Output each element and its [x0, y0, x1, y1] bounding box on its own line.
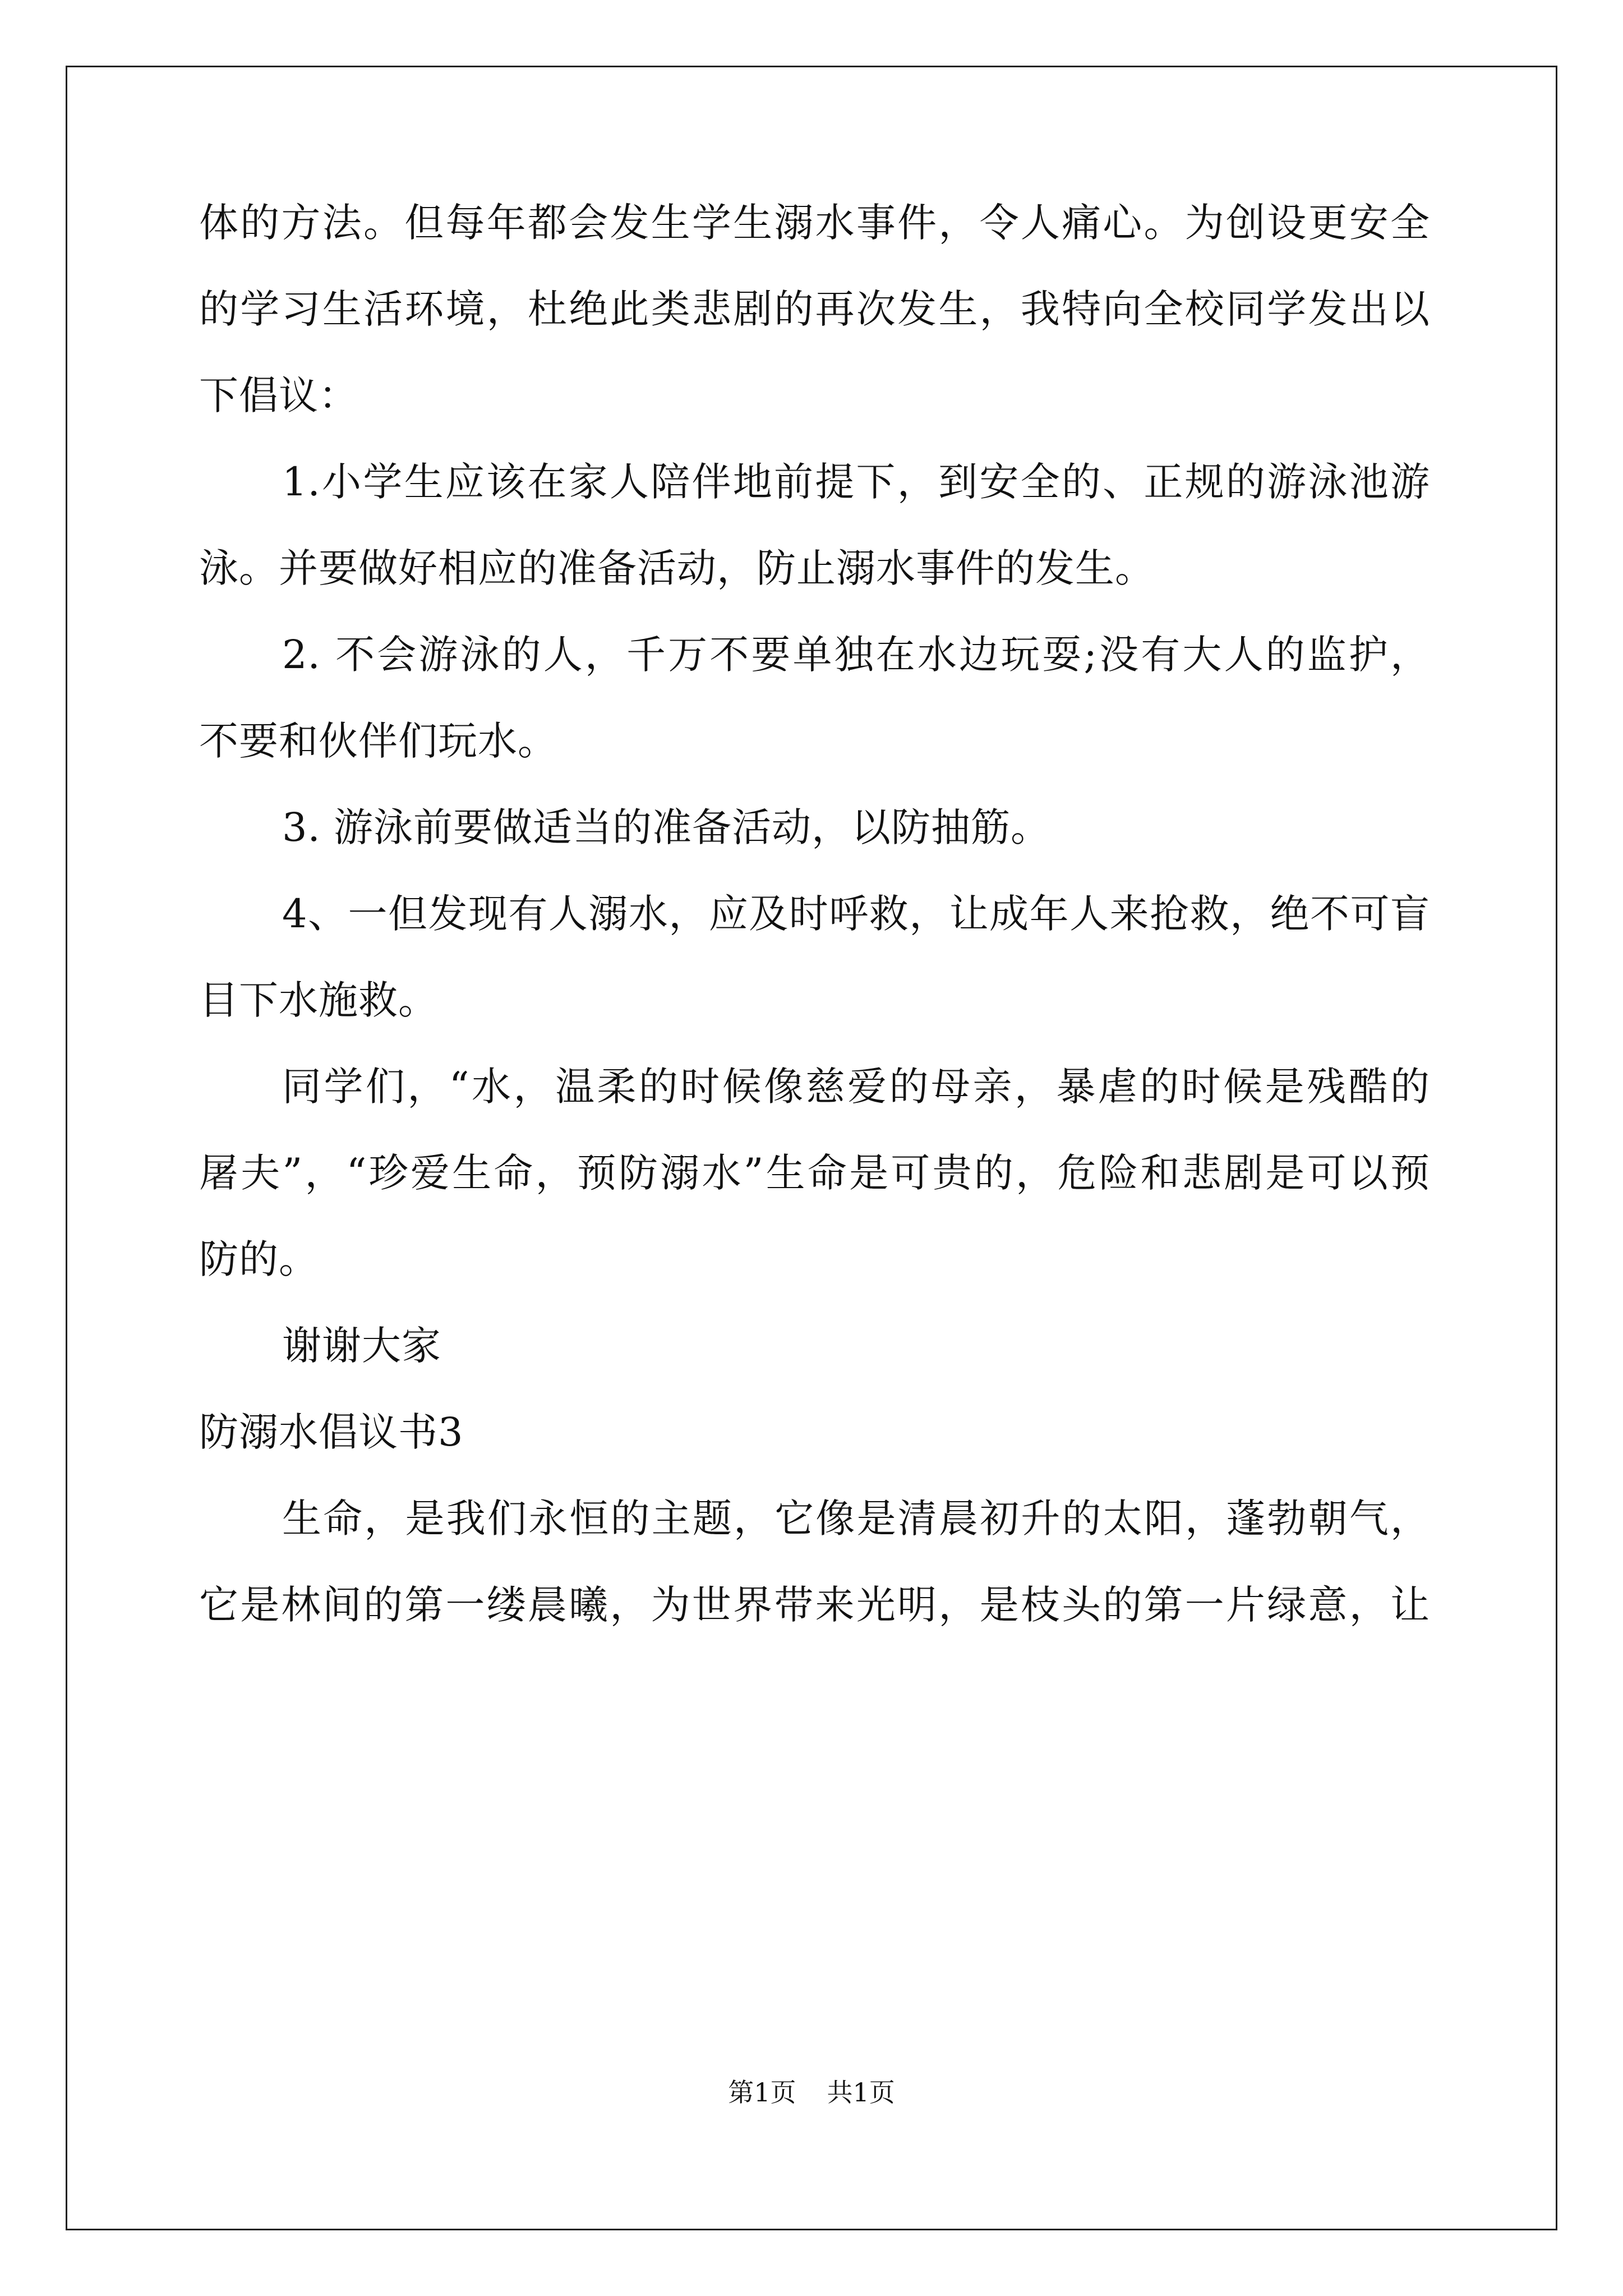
text-line: 4、一但发现有人溺水，应及时呼救，让成年人来抢救，绝不可盲: [282, 891, 1430, 937]
text-line: 屠夫”，“珍爱生命，预防溺水”生命是可贵的，危险和悲剧是可以预: [199, 1150, 1430, 1196]
text-line: 不要和伙伴们玩水。: [199, 718, 557, 764]
text-line: 2. 不会游泳的人，千万不要单独在水边玩耍;没有大人的监护，: [282, 632, 1430, 678]
page-number-total: 共1页: [827, 2077, 895, 2108]
text-line: 防的。: [199, 1236, 319, 1282]
page-number-current: 第1页: [728, 2077, 796, 2108]
text-line: 体的方法。但每年都会发生学生溺水事件，令人痛心。为创设更安全: [199, 200, 1430, 246]
document-body: [199, 180, 1430, 1648]
section-heading: 防溺水倡议书3: [199, 1409, 464, 1455]
text-line: 谢谢大家: [282, 1323, 441, 1369]
page-footer: [0, 2076, 1623, 2109]
text-line: 1.小学生应该在家人陪伴地前提下，到安全的、正规的游泳池游: [282, 459, 1430, 505]
text-line: 泳。并要做好相应的准备活动，防止溺水事件的发生。: [199, 545, 1155, 591]
text-line: 的学习生活环境，杜绝此类悲剧的再次发生，我特向全校同学发出以: [199, 286, 1430, 332]
text-line: 下倡议：: [199, 372, 358, 418]
text-line: 生命，是我们永恒的主题，它像是清晨初升的太阳，蓬勃朝气，: [282, 1496, 1430, 1542]
text-line: 同学们，“水，温柔的时候像慈爱的母亲，暴虐的时候是残酷的: [282, 1064, 1430, 1110]
text-line: 3. 游泳前要做适当的准备活动，以防抽筋。: [282, 804, 1051, 850]
text-line: 目下水施救。: [199, 977, 438, 1023]
text-line: 它是林间的第一缕晨曦，为世界带来光明，是枝头的第一片绿意，让: [199, 1582, 1430, 1628]
